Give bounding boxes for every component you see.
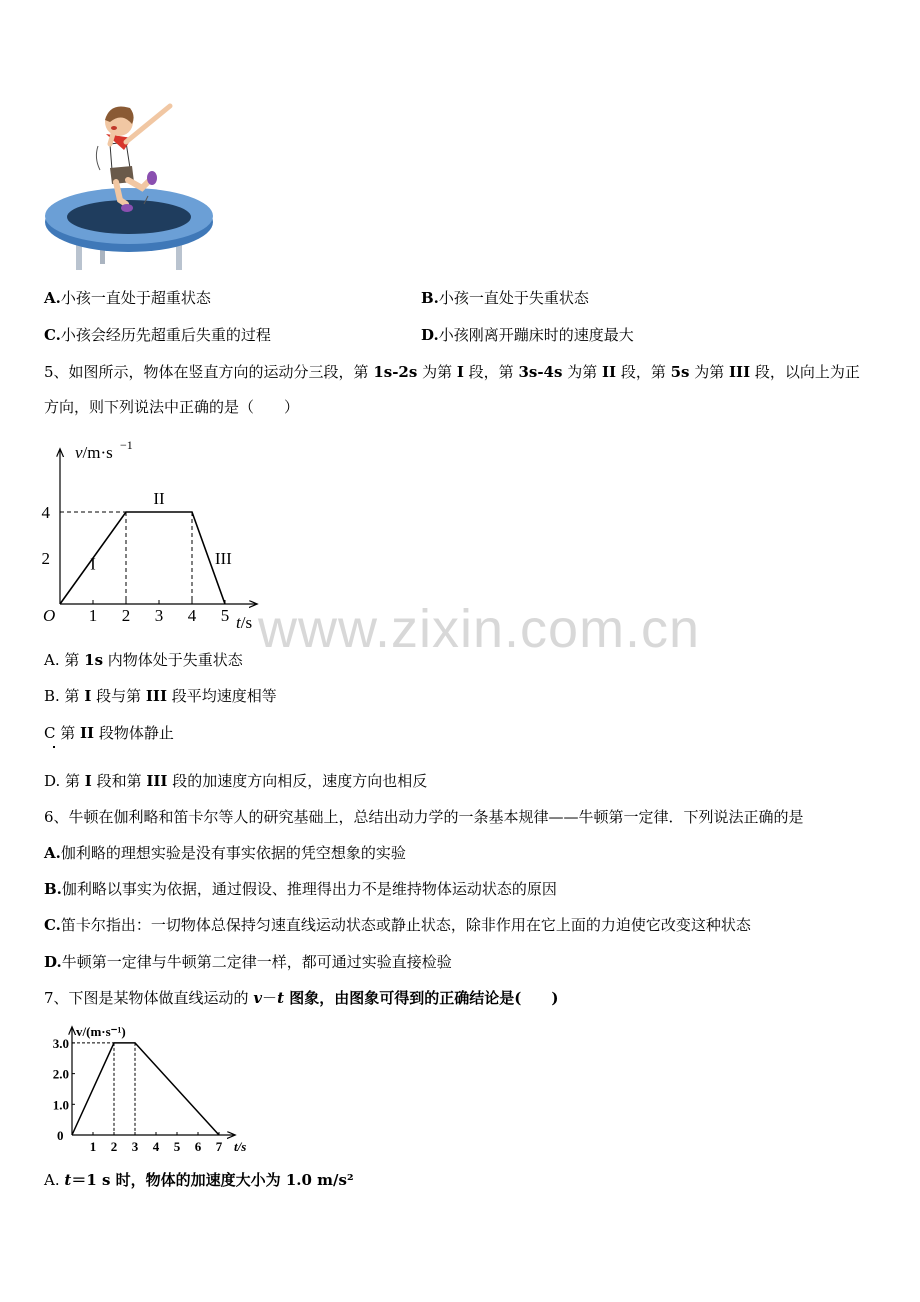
option-text: 笛卡尔指出：一切物体总保持匀速直线运动状态或静止状态，除非作用在它上面的力迫使它改变这种状态 (60, 916, 751, 934)
text: 段物体静止 (94, 724, 174, 742)
segment-label: III (214, 548, 232, 568)
segment: II (602, 363, 617, 381)
x-tick-label: 4 (187, 606, 197, 625)
text: v (253, 989, 263, 1007)
q5-option-a (44, 650, 243, 670)
option-text: 伽利略以事实为依据，通过假设、推理得出力不是维持物体运动状态的原因 (61, 880, 557, 898)
x-tick-label: 5 (220, 606, 230, 625)
option-text: 小孩一直处于超重状态 (60, 289, 211, 307)
x-axis-label: t/s (234, 1139, 247, 1154)
text: I (84, 687, 92, 705)
text: I (84, 772, 92, 790)
y-axis-label-exp: −1 (120, 438, 133, 452)
text: B. 第 (44, 687, 85, 705)
text: A. (44, 1171, 65, 1189)
time-range: 3s-4s (518, 363, 563, 381)
q7-option-a (44, 1170, 354, 1190)
segment: III (729, 363, 751, 381)
text: 段和第 (91, 772, 147, 790)
text: III (145, 687, 167, 705)
text: 内物体处于失重状态 (103, 651, 243, 669)
data-line (60, 512, 225, 604)
option-text: 小孩刚离开蹦床时的速度最大 (438, 326, 634, 344)
x-tick-label: 1 (88, 606, 98, 625)
text: 段，第 (463, 363, 519, 381)
watermark: www.zixin.com.cn (258, 599, 701, 659)
text: 7、下图是某物体做直线运动的 (44, 989, 254, 1007)
origin-label: 0 (57, 1128, 64, 1143)
q6-option-c (44, 915, 751, 935)
text: III (146, 772, 168, 790)
y-axis-label: v/(m·s⁻¹) (76, 1024, 126, 1039)
q5-stem-line2: 方向，则下列说法中正确的是（ ） (44, 398, 300, 416)
data-line (72, 1043, 219, 1135)
option-text: 小孩会经历先超重后失重的过程 (60, 326, 271, 344)
time-range: 5s (670, 363, 690, 381)
y-tick-label: 2 (41, 549, 50, 568)
text: II (80, 724, 95, 742)
x-tick-label: 6 (194, 1139, 202, 1154)
q5-stem-line1 (44, 362, 860, 382)
option-text: 牛顿第一定律与牛顿第二定律一样，都可通过实验直接检验 (61, 953, 452, 971)
option-prefix: C. (44, 326, 61, 344)
x-tick-label: 1 (89, 1139, 97, 1154)
x-axis-label: t/s (236, 613, 253, 632)
x-tick-label: 3 (131, 1139, 139, 1154)
text: C 第 (44, 724, 81, 742)
text: 为第 (417, 363, 457, 381)
option-text: 小孩一直处于失重状态 (438, 289, 589, 307)
q6-option-d (44, 952, 452, 972)
x-tick-label: 3 (154, 606, 164, 625)
q5-option-b (44, 686, 277, 706)
segment: I (456, 363, 464, 381)
segment-label: I (90, 554, 96, 574)
text: t (64, 1171, 72, 1189)
origin-label: O (43, 606, 56, 625)
q5-vt-graph (40, 432, 270, 632)
text: 段的加速度方向相反，速度方向也相反 (167, 772, 428, 790)
trampoline-illustration (40, 92, 220, 274)
q4-option-a (44, 288, 211, 308)
option-prefix: D. (44, 953, 62, 971)
q6-option-b (44, 879, 557, 899)
text: A. 第 (44, 651, 85, 669)
q6-stem: 6、牛顿在伽利略和笛卡尔等人的研究基础上，总结出动力学的一条基本规律——牛顿第一定律．下列说法正确的是 (44, 808, 804, 826)
segment-label: II (153, 488, 165, 508)
time-range: 1s-2s (373, 363, 418, 381)
text: 段，以向上为正 (750, 363, 860, 381)
option-prefix: A. (44, 289, 61, 307)
x-tick-label: 5 (173, 1139, 181, 1154)
text: ＝1 s 时，物体的加速度大小为 1.0 m/s² (71, 1171, 354, 1189)
text: 图象，由图象可得到的正确结论是( ) (284, 989, 559, 1007)
dot-mark (53, 746, 55, 748)
text: 段平均速度相等 (166, 687, 277, 705)
y-tick-label: 4 (41, 503, 50, 522)
x-tick-label: 4 (152, 1139, 160, 1154)
text: － (262, 989, 278, 1007)
y-tick-label: 1.0 (52, 1097, 69, 1113)
q4-option-d (421, 325, 634, 345)
text: 为第 (562, 363, 602, 381)
text: 5、如图所示，物体在竖直方向的运动分三段，第 (44, 363, 374, 381)
option-prefix: A. (44, 844, 61, 862)
q7-stem (44, 988, 558, 1008)
option-prefix: B. (44, 880, 62, 898)
y-tick-label: 3.0 (52, 1035, 69, 1051)
text: 段与第 (91, 687, 146, 705)
q7-vt-graph (40, 1020, 280, 1160)
text: 1s (84, 651, 104, 669)
text: D. 第 (44, 772, 85, 790)
x-tick-label: 2 (121, 606, 131, 625)
y-axis-label: v/m·s (75, 443, 113, 462)
option-prefix: C. (44, 916, 61, 934)
q5-option-d (44, 771, 427, 791)
option-text: 伽利略的理想实验是没有事实依据的凭空想象的实验 (60, 844, 406, 862)
q4-option-c (44, 325, 271, 345)
x-tick-label: 7 (215, 1139, 223, 1154)
text: 为第 (689, 363, 730, 381)
y-tick-label: 2.0 (52, 1066, 69, 1082)
q5-option-c (44, 723, 174, 743)
text: t (277, 989, 284, 1007)
option-prefix: D. (421, 326, 439, 344)
q6-option-a (44, 843, 406, 863)
x-tick-label: 2 (110, 1139, 118, 1154)
q4-option-b (421, 288, 589, 308)
option-prefix: B. (421, 289, 439, 307)
text: 段，第 (616, 363, 671, 381)
